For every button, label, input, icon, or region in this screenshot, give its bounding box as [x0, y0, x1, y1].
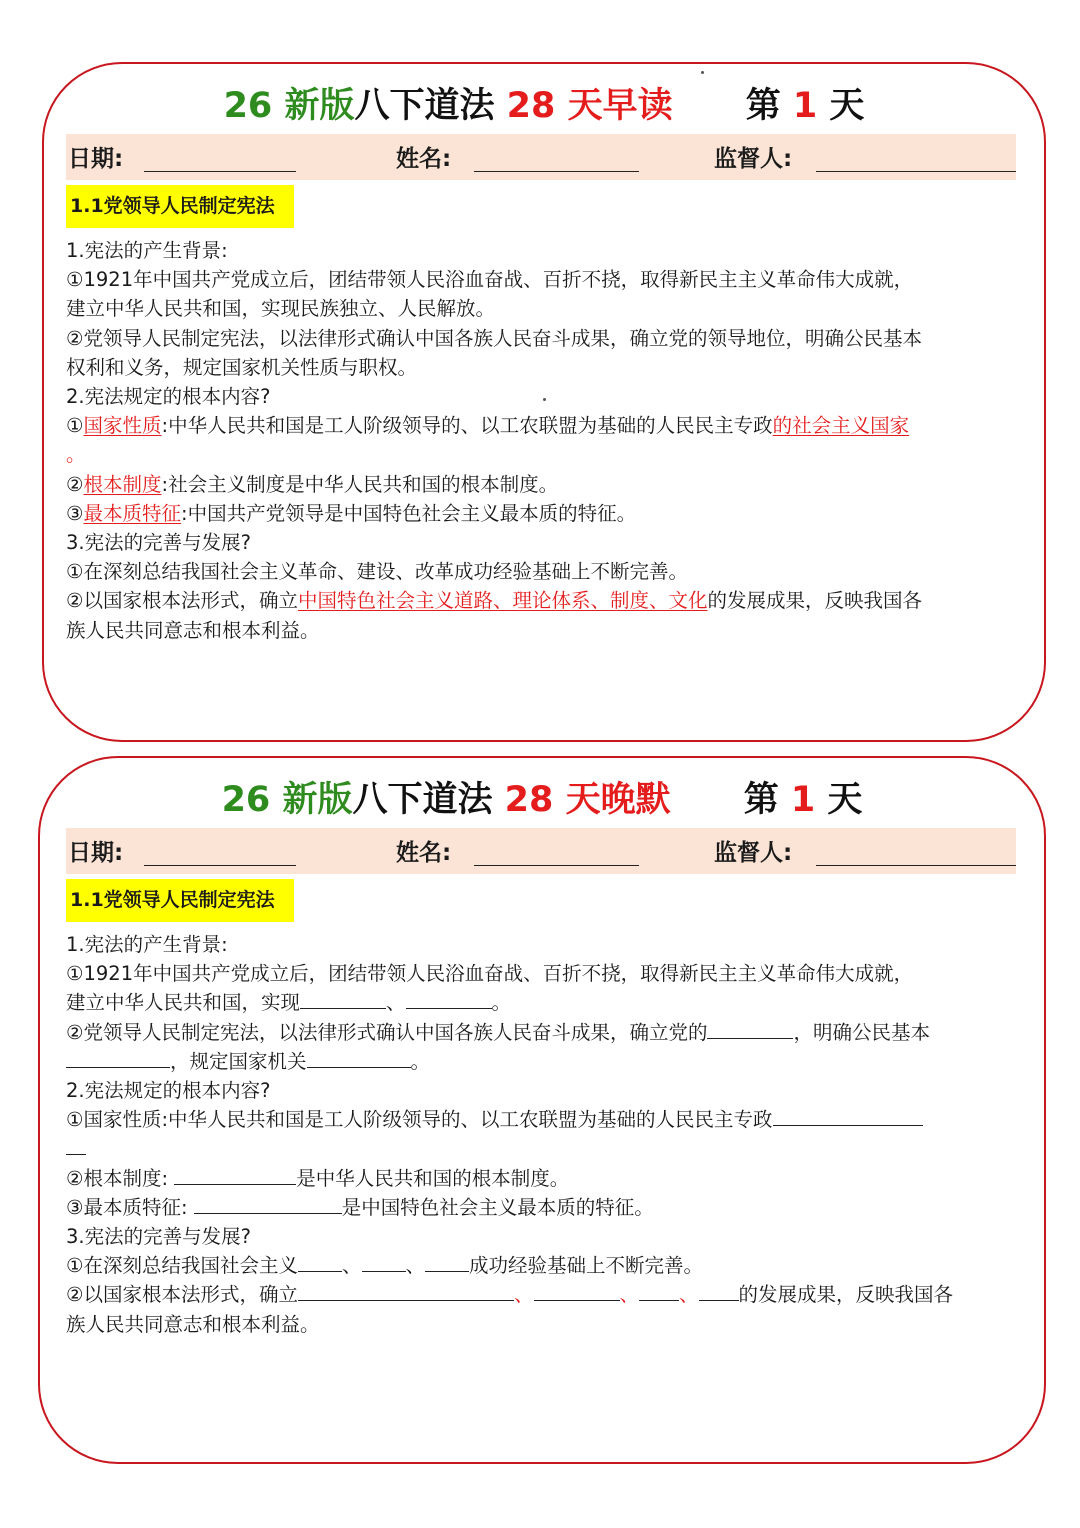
- key-term: 国家性质: [83, 414, 162, 438]
- date-field[interactable]: [144, 171, 296, 172]
- fill-blank[interactable]: [298, 1251, 342, 1272]
- text-line: 1.宪法的产生背景:: [66, 933, 228, 956]
- fill-blank[interactable]: [307, 1047, 411, 1068]
- fill-blank[interactable]: [534, 1280, 620, 1301]
- text-line: ②根本制度:社会主义制度是中华人民共和国的根本制度。: [66, 472, 559, 496]
- stray-dot: [543, 398, 546, 401]
- text-line: 。: [66, 443, 86, 467]
- text-line: 2.宪法规定的根本内容?: [66, 1079, 271, 1103]
- fill-blank[interactable]: [406, 988, 492, 1009]
- card-title: 26 新版八下道法 28 天早读 第 1 天: [223, 86, 865, 126]
- text-line: ①1921年中国共产党成立后，团结带领人民浴血奋战、百折不挠，取得新民主主义革命伟大成就，: [66, 962, 914, 986]
- fill-blank[interactable]: [174, 1164, 296, 1185]
- section-heading: 1.1党领导人民制定宪法: [66, 879, 294, 922]
- text-line: ②根本制度: 是中华人民共和国的根本制度。: [66, 1164, 1018, 1193]
- fill-blank[interactable]: [66, 1047, 170, 1068]
- text-line: 建立中华人民共和国，实现 、 。: [66, 988, 1018, 1017]
- date-label: 日期:: [68, 146, 124, 172]
- text-line: ②党领导人民制定宪法，以法律形式确认中国各族人民奋斗成果，确立党的 ，明确公民基本: [66, 1018, 1018, 1047]
- text-line: 建立中华人民共和国，实现民族独立、人民解放。: [66, 297, 496, 321]
- text-line: ①在深刻总结我国社会主义革命、建设、改革成功经验基础上不断完善。: [66, 560, 688, 584]
- fill-blank[interactable]: [66, 1134, 86, 1155]
- text-line: ②以国家根本法形式，确立中国特色社会主义道路、理论体系、制度、文化的发展成果，反映我国各: [66, 589, 923, 613]
- text-line: 族人民共同意志和根本利益。: [66, 1312, 320, 1336]
- supervisor-label: 监督人:: [714, 840, 793, 866]
- content-body: [66, 930, 1018, 1339]
- text-line: ②以国家根本法形式，确立 、 、 、 的发展成果，反映我国各: [66, 1280, 1018, 1309]
- text-line: ，规定国家机关 。: [66, 1047, 1018, 1076]
- morning-reading-card: [42, 62, 1046, 742]
- fill-blank[interactable]: [298, 1280, 514, 1301]
- fill-blank[interactable]: [425, 1251, 469, 1272]
- text-line: [66, 1134, 1018, 1163]
- evening-dictation-card: [38, 756, 1046, 1464]
- text-line: 3.宪法的完善与发展?: [66, 1225, 251, 1249]
- text-line: ③最本质特征: 是中国特色社会主义最本质的特征。: [66, 1193, 1018, 1222]
- supervisor-field[interactable]: [816, 865, 1016, 866]
- date-label: 日期:: [68, 840, 124, 866]
- text-line: 2.宪法规定的根本内容?: [66, 385, 271, 409]
- supervisor-field[interactable]: [816, 171, 1016, 172]
- text-line: ①在深刻总结我国社会主义 、 、 成功经验基础上不断完善。: [66, 1251, 1018, 1280]
- fill-blank[interactable]: [773, 1105, 923, 1126]
- name-field[interactable]: [474, 171, 639, 172]
- content-body: [66, 236, 1018, 645]
- text-line: 权利和义务，规定国家机关性质与职权。: [66, 355, 418, 379]
- card-title: 26 新版八下道法 28 天晚默 第 1 天: [221, 780, 863, 820]
- key-term: 中国特色社会主义道路、理论体系、制度、文化: [297, 589, 708, 613]
- fill-blank[interactable]: [194, 1193, 342, 1214]
- key-term: 的社会主义国家: [772, 414, 910, 438]
- text-line: ③最本质特征:中国共产党领导是中国特色社会主义最本质的特征。: [66, 501, 637, 525]
- fill-blank[interactable]: [699, 1280, 739, 1301]
- stray-dot: [701, 71, 704, 74]
- text-line: 3.宪法的完善与发展?: [66, 531, 251, 555]
- text-line: ①国家性质:中华人民共和国是工人阶级领导的、以工农联盟为基础的人民民主专政的社会主义国家: [66, 414, 910, 438]
- text-line: ①国家性质:中华人民共和国是工人阶级领导的、以工农联盟为基础的人民民主专政: [66, 1105, 1018, 1134]
- fill-blank[interactable]: [362, 1251, 406, 1272]
- name-label: 姓名:: [396, 840, 452, 866]
- supervisor-label: 监督人:: [714, 146, 793, 172]
- fill-blank[interactable]: [300, 988, 386, 1009]
- name-label: 姓名:: [396, 146, 452, 172]
- date-field[interactable]: [144, 865, 296, 866]
- key-term: 最本质特征: [83, 501, 181, 525]
- info-bar: [66, 134, 1016, 180]
- name-field[interactable]: [474, 865, 639, 866]
- key-term: 根本制度: [83, 472, 162, 496]
- text-line: 族人民共同意志和根本利益。: [66, 618, 320, 642]
- text-line: ②党领导人民制定宪法，以法律形式确认中国各族人民奋斗成果，确立党的领导地位，明确公民基本: [66, 326, 922, 350]
- info-bar: [66, 828, 1016, 874]
- text-line: 1.宪法的产生背景:: [66, 239, 228, 262]
- text-line: ①1921年中国共产党成立后，团结带领人民浴血奋战、百折不挠，取得新民主主义革命伟大成就，: [66, 268, 914, 292]
- fill-blank[interactable]: [707, 1018, 793, 1039]
- section-heading: 1.1党领导人民制定宪法: [66, 185, 294, 228]
- fill-blank[interactable]: [639, 1280, 679, 1301]
